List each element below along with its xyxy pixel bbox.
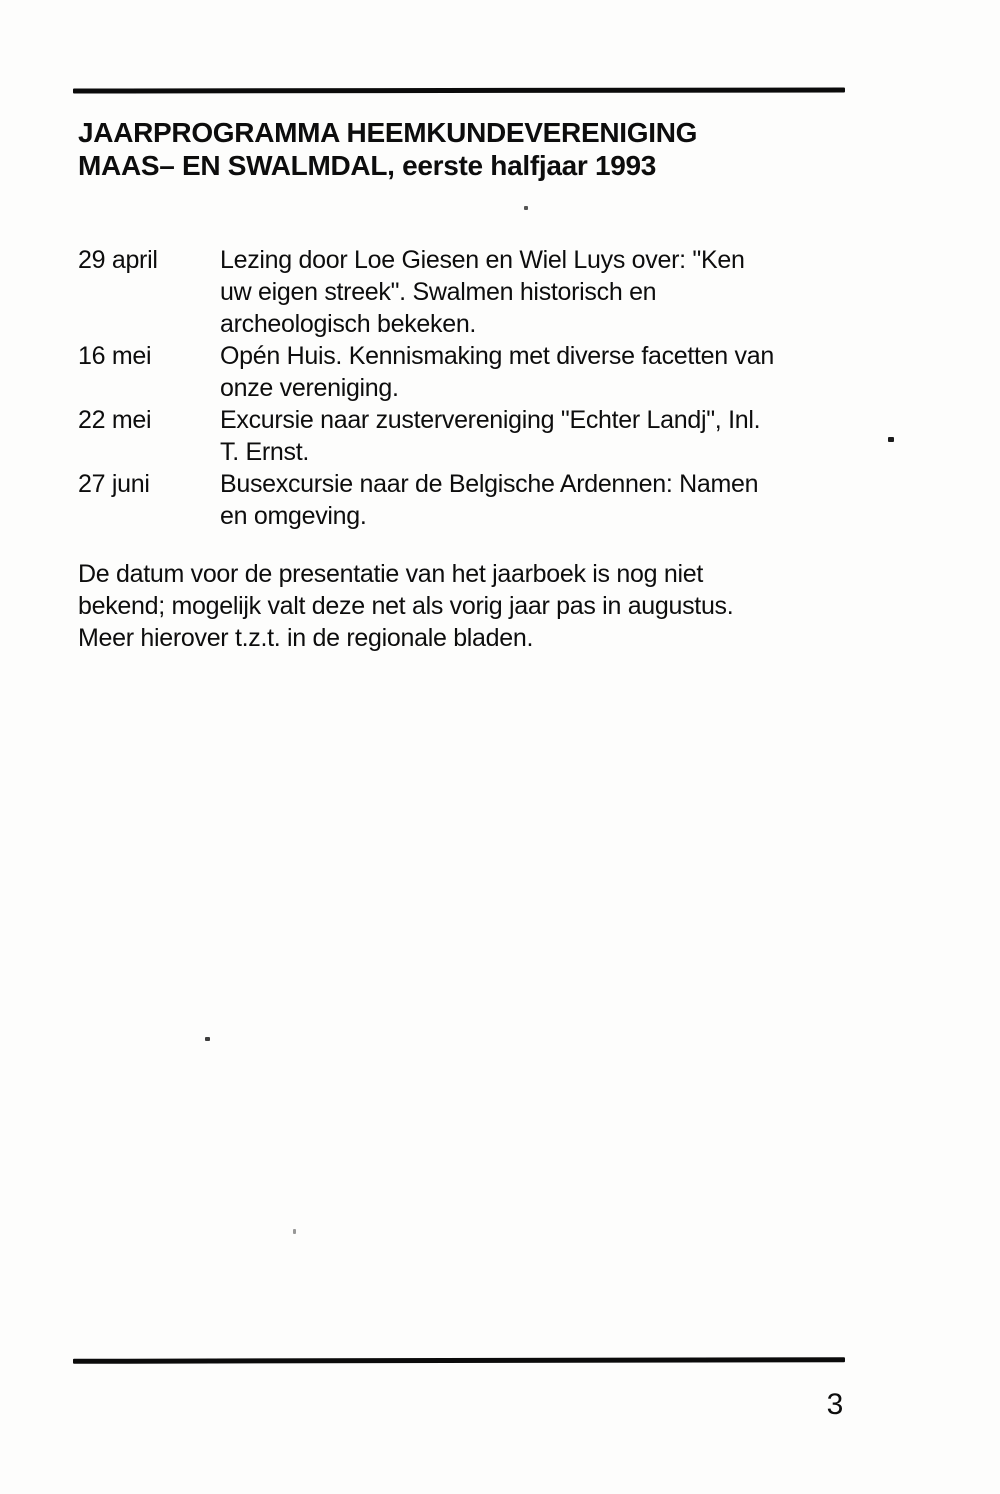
- text-line: bekend; mogelijk valt deze net als vorig jaar pas in augustus.: [78, 592, 734, 620]
- text-line: Meer hierover t.z.t. in de regionale bladen.: [78, 624, 534, 652]
- text-line: uw eigen streek". Swalmen historisch en: [220, 278, 657, 306]
- program-item-description: [220, 244, 745, 340]
- program-item-date: 29 april: [78, 246, 158, 274]
- program-item-description: [220, 468, 758, 532]
- page-number: 3: [826, 1388, 844, 1421]
- scan-artifact-dot: [293, 1229, 296, 1234]
- program-item-description: [220, 340, 774, 404]
- text-line: onze vereniging.: [220, 374, 399, 402]
- program-item-description: [220, 404, 760, 468]
- program-item: [78, 404, 774, 468]
- program-list: [78, 244, 774, 532]
- program-item: [78, 468, 774, 532]
- program-item: [78, 340, 774, 404]
- text-line: T. Ernst.: [220, 438, 309, 466]
- title-line-2: MAAS– EN SWALMDAL, eerste halfjaar 1993: [78, 150, 657, 181]
- scan-artifact-dot: [888, 437, 894, 442]
- title-line-1: JAARPROGRAMMA HEEMKUNDEVERENIGING: [78, 117, 698, 148]
- text-line: De datum voor de presentatie van het jaarboek is nog niet: [78, 560, 703, 588]
- text-line: Lezing door Loe Giesen en Wiel Luys over: "Ken: [220, 246, 745, 274]
- text-line: Busexcursie naar de Belgische Ardennen: Namen: [220, 470, 759, 498]
- text-line: Opén Huis. Kennismaking met diverse facetten van: [220, 342, 774, 370]
- scan-artifact-dot: [524, 206, 528, 210]
- note-paragraph: [78, 558, 733, 654]
- document-title: [78, 116, 697, 182]
- top-rule: [73, 87, 845, 93]
- program-item-date: 27 juni: [78, 470, 150, 498]
- program-item-date: 22 mei: [78, 406, 152, 434]
- scan-artifact-dot: [205, 1037, 210, 1041]
- text-line: en omgeving.: [220, 502, 367, 530]
- bottom-rule: [73, 1357, 845, 1364]
- program-item-date: 16 mei: [78, 342, 152, 370]
- text-line: Excursie naar zustervereniging "Echter Landj", Inl.: [220, 406, 761, 434]
- program-item: [78, 244, 774, 340]
- text-line: archeologisch bekeken.: [220, 310, 477, 338]
